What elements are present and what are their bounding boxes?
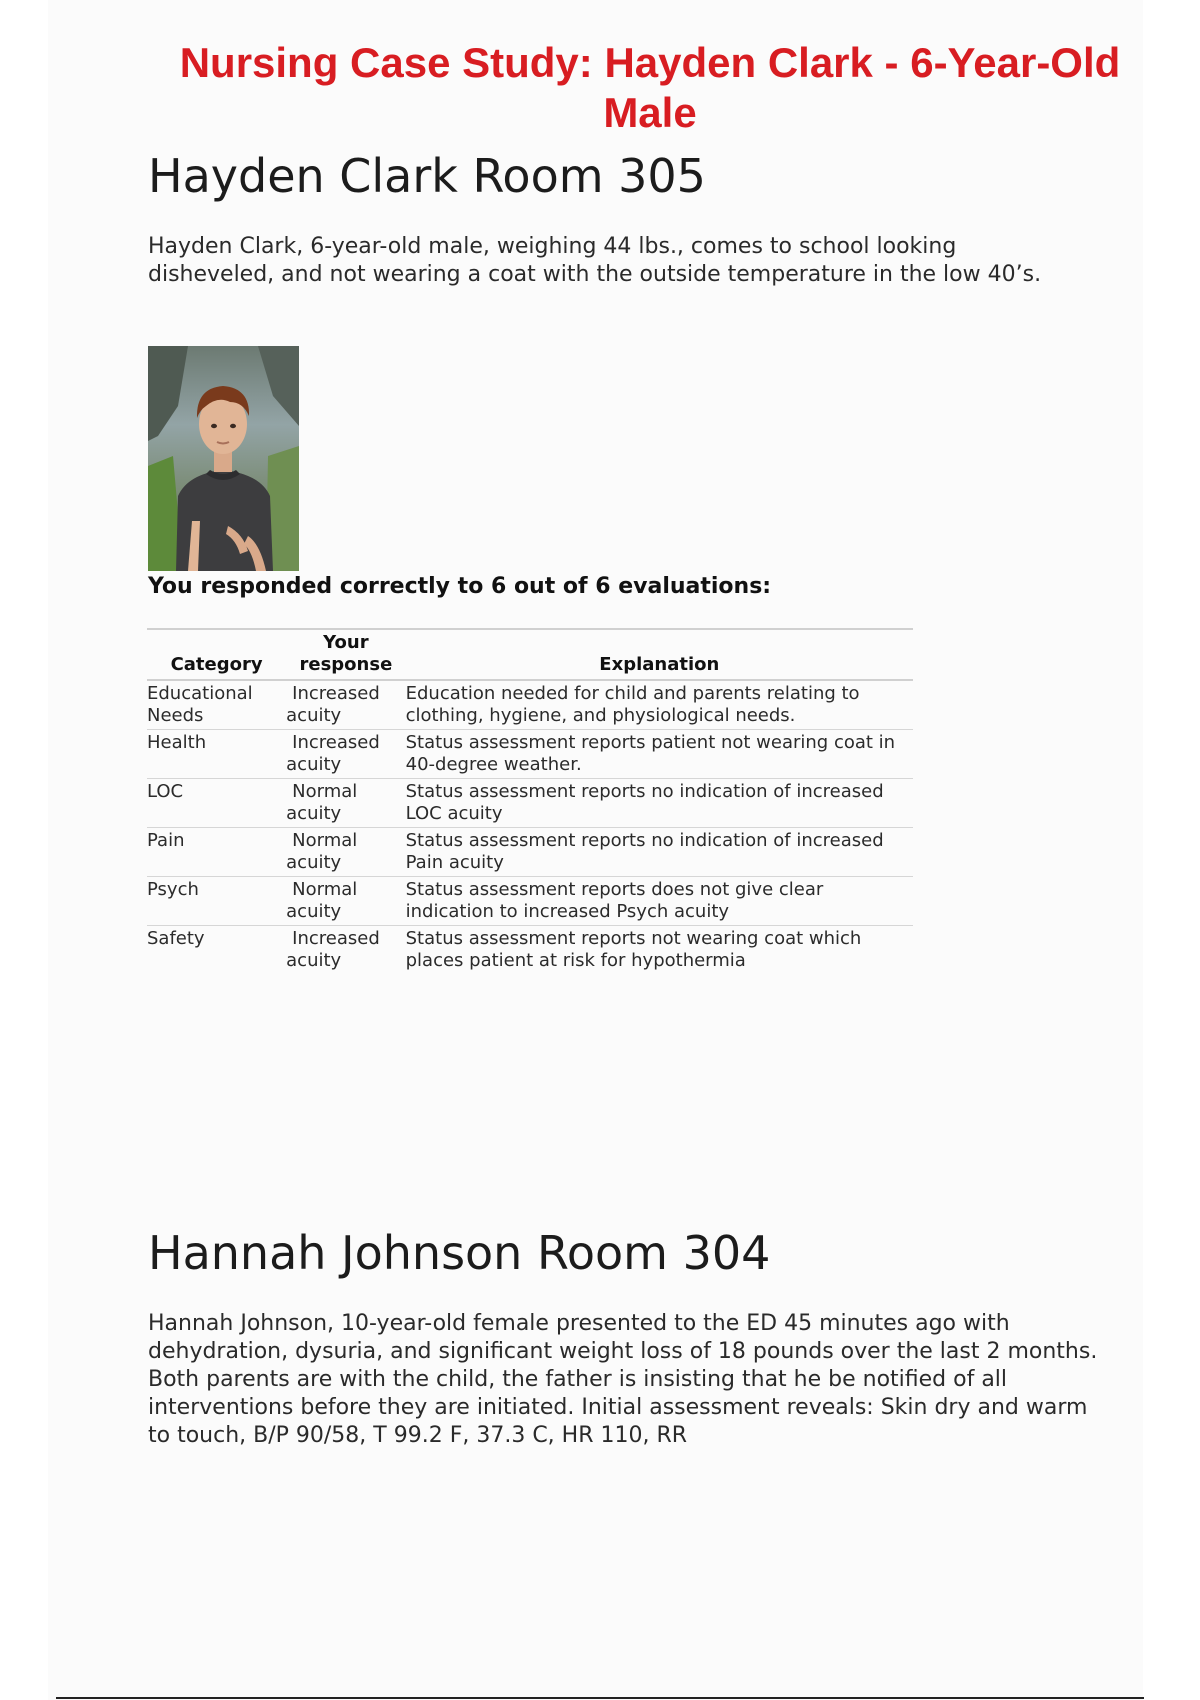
- cell-response: [286, 730, 405, 779]
- header-response-line1: Your: [323, 632, 369, 653]
- response-unit: acuity: [286, 754, 342, 775]
- response-value: Normal: [292, 781, 358, 802]
- cell-explanation: Status assessment reports not wearing coat which places patient at risk for hypothermia: [405, 928, 862, 971]
- response-value: Increased: [292, 928, 380, 949]
- cell-response: [286, 779, 405, 828]
- response-unit: acuity: [286, 852, 342, 873]
- case-title-hannah: Hannah Johnson Room 304: [148, 1226, 771, 1280]
- cell-category: Safety: [147, 928, 205, 949]
- banner-line-2: Male: [603, 89, 697, 136]
- cell-category: Psych: [147, 877, 286, 926]
- table-row: [147, 926, 913, 975]
- case-description-hannah: Hannah Johnson, 10-year-old female presented to the ED 45 minutes ago with dehydration, dysuria, and significant weight loss of 18 pounds over the last 2 months. Both parents are with the child, the father is insisting that he be notified of all interventions before they are initiated. Initial assessment reveals: Skin dry and warm to touch, B/P 90/58, T 99.2 F, 37.3 C, HR 110, RR: [148, 1311, 1098, 1448]
- header-response-line2: response: [299, 654, 393, 675]
- response-unit: acuity: [286, 950, 342, 971]
- table-row: [147, 828, 913, 877]
- table-row: [147, 877, 913, 926]
- response-unit: acuity: [286, 803, 342, 824]
- evaluation-table: [147, 628, 913, 974]
- footer-divider: [56, 1697, 1144, 1699]
- table-row: [147, 680, 913, 730]
- patient-photo: [148, 346, 299, 571]
- banner-line-1: Nursing Case Study: Hayden Clark - 6-Year-Old: [179, 39, 1121, 86]
- response-value: Normal: [292, 830, 358, 851]
- case-title-hayden: Hayden Clark Room 305: [148, 149, 706, 203]
- cell-category: Health: [147, 730, 286, 779]
- cell-explanation: Status assessment reports no indication of increased Pain acuity: [406, 828, 913, 877]
- response-value: Normal: [292, 879, 358, 900]
- header-category: Category: [147, 629, 286, 680]
- table-row: [147, 779, 913, 828]
- response-unit: acuity: [286, 705, 342, 726]
- cell-response: [286, 877, 405, 926]
- cell-category: LOC: [147, 779, 286, 828]
- response-value: Increased: [292, 732, 380, 753]
- boy-photo-illustration: [148, 346, 299, 571]
- cell-explanation: Education needed for child and parents relating to clothing, hygiene, and physiological needs.: [406, 680, 913, 730]
- header-explanation: Explanation: [406, 629, 913, 680]
- table-header-row: [147, 629, 913, 680]
- document-banner: [130, 38, 1170, 138]
- evaluation-result-summary: You responded correctly to 6 out of 6 evaluations:: [148, 574, 772, 599]
- cell-explanation: Status assessment reports patient not wearing coat in 40-degree weather.: [406, 730, 913, 779]
- cell-response: [286, 680, 405, 730]
- cell-response: [286, 926, 405, 975]
- cell-response: [286, 828, 405, 877]
- cell-explanation: Status assessment reports does not give clear indication to increased Psych acuity: [406, 877, 913, 926]
- header-response: [286, 629, 405, 680]
- case-description-hayden: Hayden Clark, 6-year-old male, weighing 44 lbs., comes to school looking disheveled, and not wearing a coat with the outside temperature in the low 40’s.: [148, 234, 1042, 287]
- response-value: Increased: [292, 683, 380, 704]
- response-unit: acuity: [286, 901, 342, 922]
- cell-explanation: Status assessment reports no indication of increased LOC acuity: [406, 779, 913, 828]
- table-row: [147, 730, 913, 779]
- cell-category: Educational Needs: [147, 680, 286, 730]
- cell-category: Pain: [147, 828, 286, 877]
